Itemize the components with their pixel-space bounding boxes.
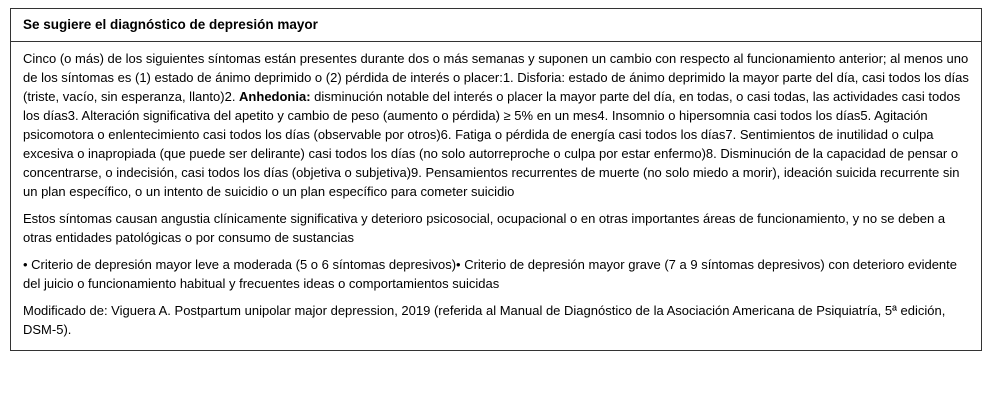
table-body [11, 42, 982, 351]
table-title: Se sugiere el diagnóstico de depresión mayor [11, 9, 982, 42]
severity-paragraph: • Criterio de depresión mayor leve a moderada (5 o 6 síntomas depresivos)• Criterio de depresión mayor grave (7 a 9 síntomas depresivos) con deterioro evidente del juicio o funcionamiento habitual y frecuentes ideas o comportamientos suicidas [23, 256, 958, 291]
table-header-row [11, 9, 982, 42]
criteria-paragraph [23, 50, 969, 202]
table-head [11, 9, 982, 42]
diagnostic-criteria-table [10, 8, 982, 351]
table-row [11, 42, 982, 351]
source-paragraph: Modificado de: Viguera A. Postpartum unipolar major depression, 2019 (referida al Manual de Diagnóstico de la Asociación Americana de Psiquiatría, 5ª edición, DSM-5). [23, 302, 946, 337]
criteria-rest-text: disminución notable del interés o placer la mayor parte del día, en todas, o casi todas, las actividades casi todos los días3. Alteración significativa del apetito y cambio de peso (aumento o pérdida) ≥ 5% en un mes4. Insomnio o hipersomnia casi todos los días5. Agitación psicomotora o enlentecimiento casi todos los días (observable por otros)6. Fatiga o pérdida de energía casi todos los días7. Sentimientos de inutilidad o culpa excesiva o inapropiada (que puede ser delirante) casi todos los días (no solo autorreproche o culpa por estar enfermo)8. Disminución de la capacidad de pensar o concentrarse, o indecisión, casi todos los días (objetiva o subjetiva)9. Pensamientos recurrentes de muerte (no solo miedo a morir), ideación suicida recurrente sin un plan específico, o un intento de suicidio o un plan específico para cometer suicidio [23, 89, 961, 199]
distress-paragraph: Estos síntomas causan angustia clínicamente significativa y deterioro psicosocial, ocupacional o en otras importantes áreas de funcionamiento, y no se deben a otras entidades patológicas o por consumo de sustancias [23, 210, 946, 245]
criteria-intro-text: Cinco (o más) de los siguientes síntomas están presentes durante dos o más semanas y suponen un cambio con respecto al funcionamiento anterior; al menos uno de los síntomas es (1) estado de ánimo deprimido o (2) pérdida de interés o placer:1. Disforia: estado de ánimo deprimido la mayor parte del día, casi todos los días (triste, vacío, sin esperanza, llanto)2. [23, 51, 969, 105]
criteria-cell [11, 42, 982, 351]
anhedonia-label: Anhedonia: [239, 89, 311, 105]
